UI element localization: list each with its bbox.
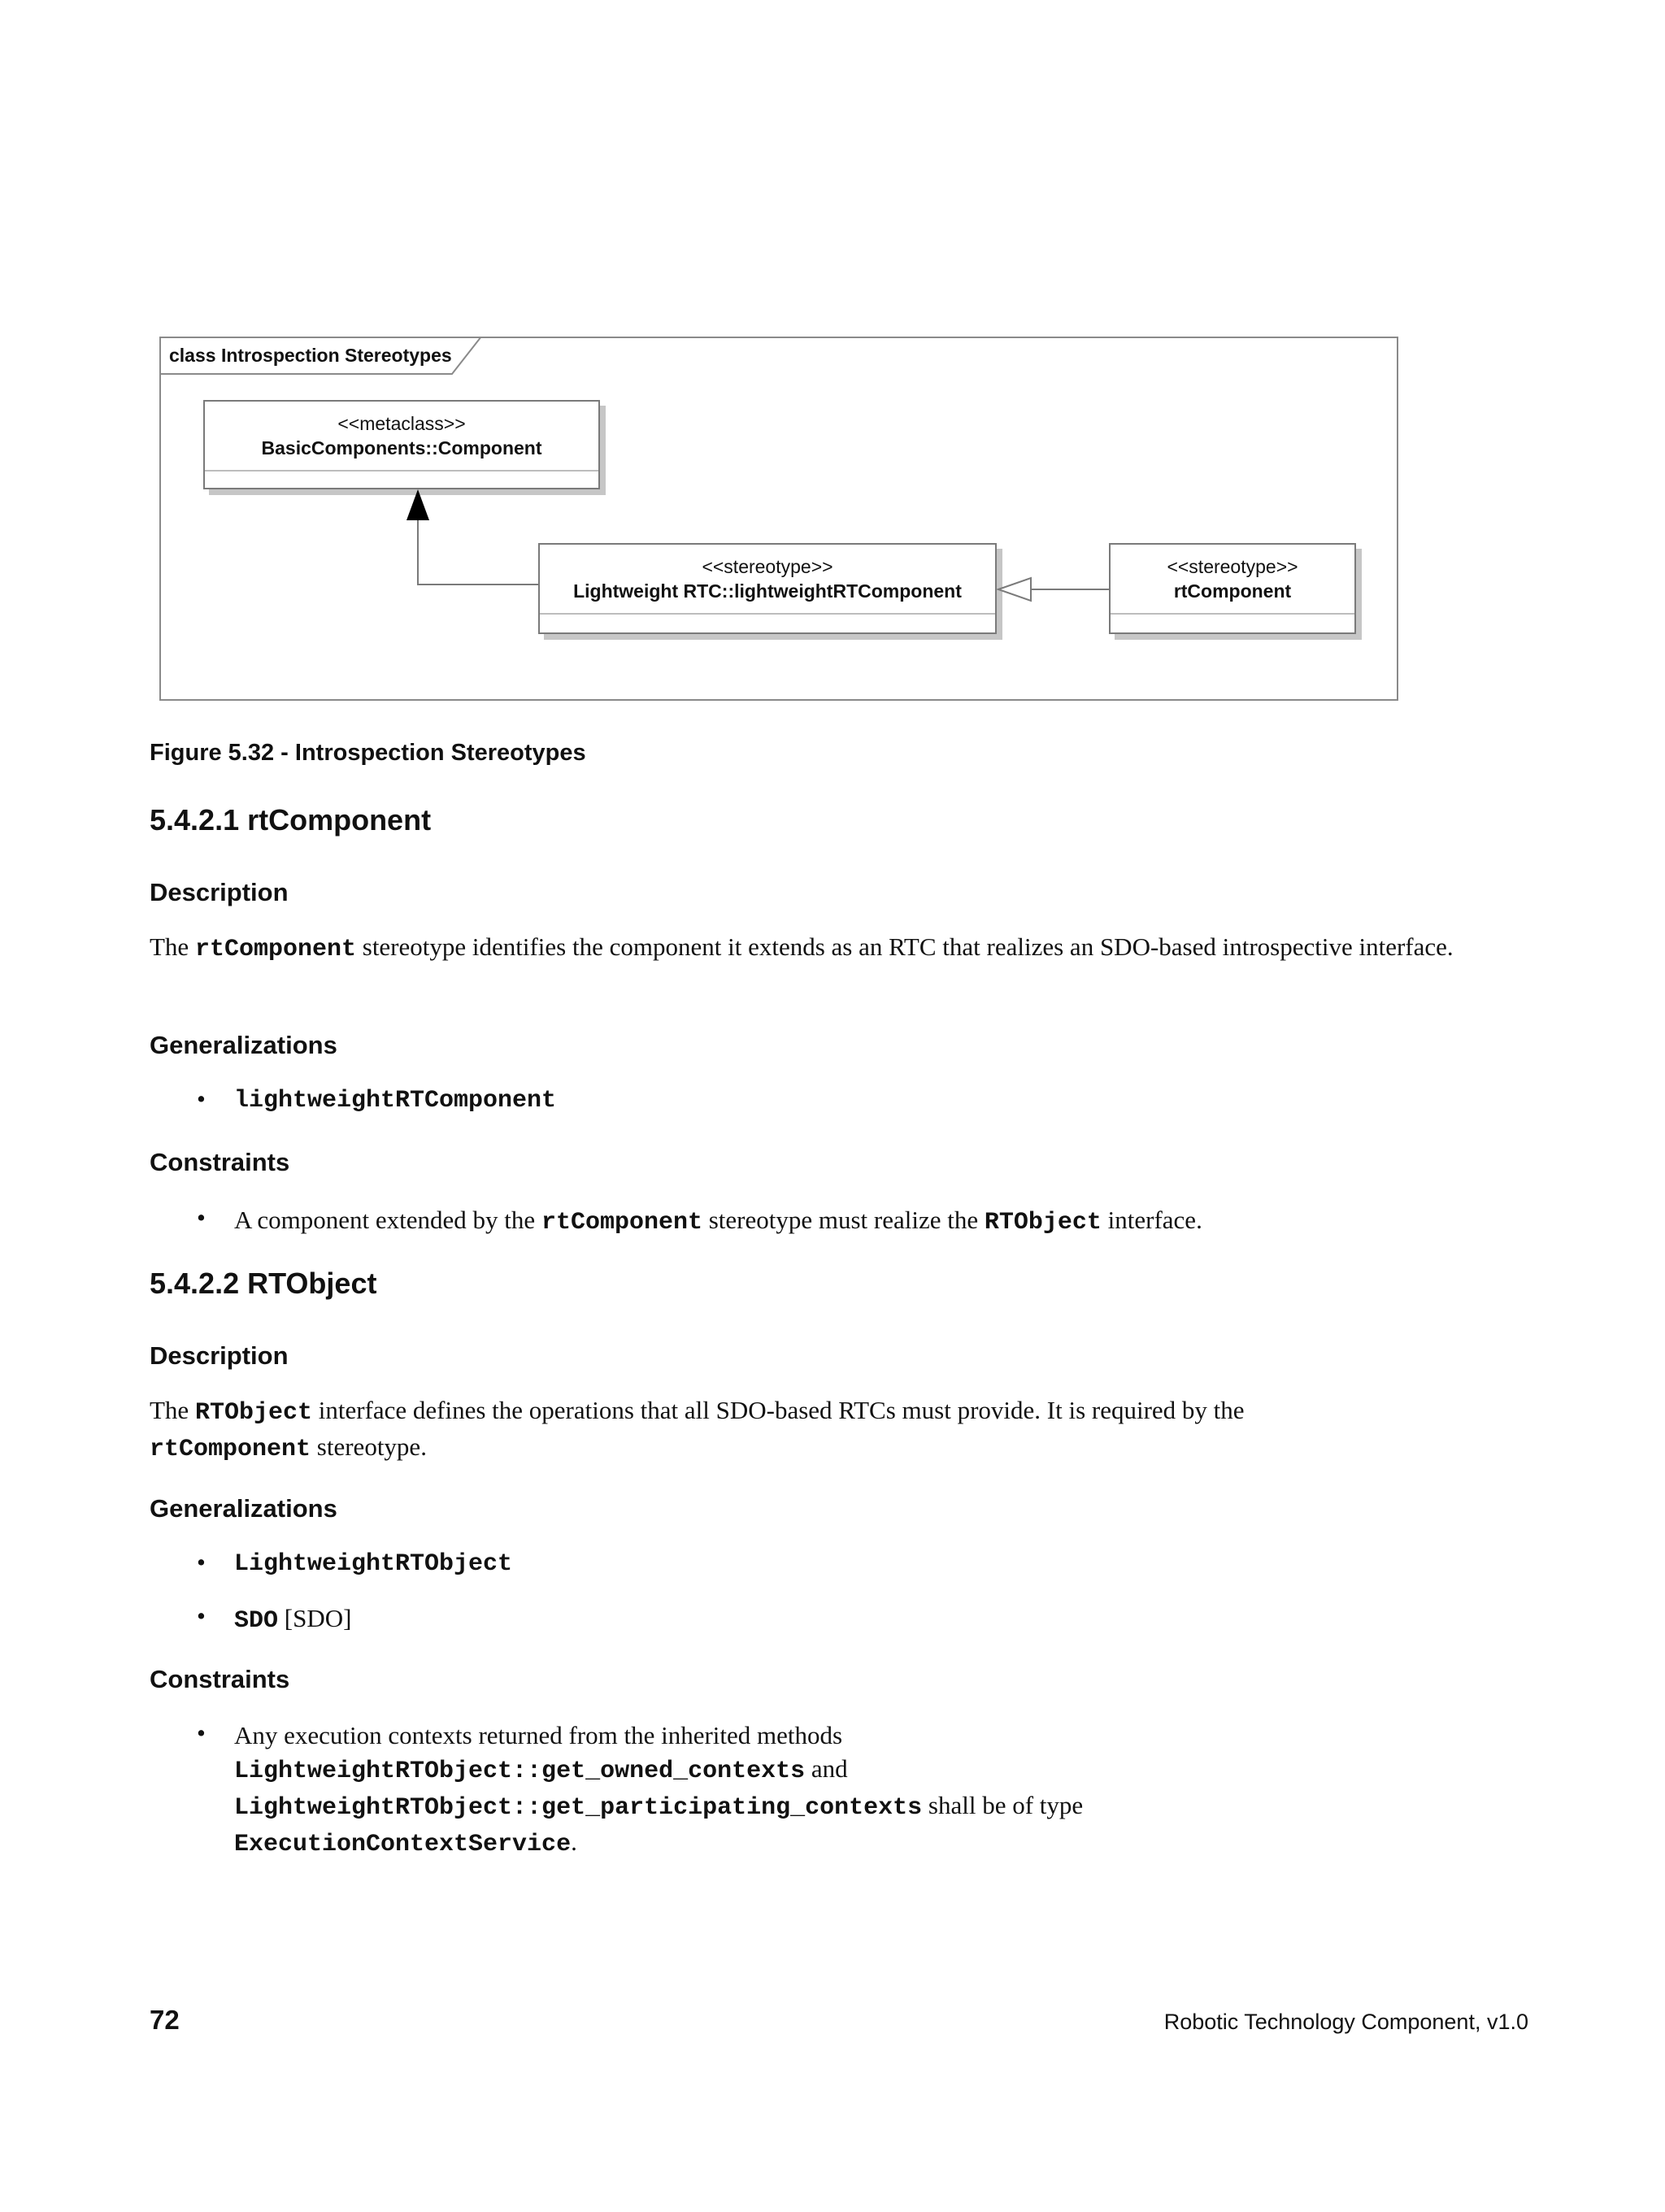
document-title: Robotic Technology Component, v1.0 xyxy=(1163,2010,1528,2034)
s1-gen-bullet: • xyxy=(197,1084,206,1113)
s1-con-code-rtobject: RTObject xyxy=(984,1209,1102,1236)
s2-con-text-1: Any execution contexts returned from the inherited methods xyxy=(234,1721,843,1749)
s2-desc-code-rtobject: RTObject xyxy=(194,1399,312,1427)
s1-desc-text-2: stereotype identifies the component it extends as an RTC that realizes an SDO-based introspective interface. xyxy=(356,932,1454,961)
lightweight-name: Lightweight RTC::lightweightRTComponent xyxy=(573,580,962,602)
s2-con-code-ecs: ExecutionContextService xyxy=(234,1831,572,1858)
s2-gen-bullet-2: • xyxy=(197,1601,206,1630)
s2-gen-code-sdo: SDO xyxy=(234,1607,279,1635)
s2-desc-code-rtcomponent: rtComponent xyxy=(150,1436,311,1463)
page-number: 72 xyxy=(150,2005,180,2035)
s2-desc-text-2: interface defines the operations that all SDO-based RTCs must provide. It is required by the xyxy=(311,1396,1245,1424)
s1-description xyxy=(150,930,1515,967)
s1-con-text-1: A component extended by the xyxy=(234,1206,541,1234)
s2-gen-item-1: LightweightRTObject xyxy=(234,1550,513,1578)
s2-desc-text-3: stereotype. xyxy=(311,1432,427,1461)
metaclass-stereotype: <<metaclass>> xyxy=(337,413,466,434)
figure-caption: Figure 5.32 - Introspection Stereotypes xyxy=(150,740,586,766)
s2-gen-sdo-ref: [SDO] xyxy=(278,1604,352,1632)
metaclass-name: BasicComponents::Component xyxy=(261,437,542,458)
s2-con-text-3: shall be of type xyxy=(922,1791,1084,1819)
s2-desc-text-1: The xyxy=(150,1396,195,1424)
generalization-arrowhead xyxy=(998,578,1031,601)
section-heading-rtobject: 5.4.2.2 RTObject xyxy=(150,1267,377,1300)
s1-con-bullet: • xyxy=(197,1203,206,1232)
diagram-title: class Introspection Stereotypes xyxy=(169,345,452,366)
s1-constraints-heading: Constraints xyxy=(150,1148,290,1176)
s2-description-heading: Description xyxy=(150,1341,289,1370)
s1-description-heading: Description xyxy=(150,878,289,906)
s2-gen-item-2 xyxy=(234,1601,351,1638)
s1-desc-code-rtcomponent: rtComponent xyxy=(194,936,356,963)
extension-arrowhead xyxy=(406,489,429,520)
s2-con-code-owned: LightweightRTObject::get_owned_contexts xyxy=(234,1758,806,1785)
s2-con-text-4: . xyxy=(571,1827,577,1856)
s2-constraints-heading: Constraints xyxy=(150,1665,290,1693)
s2-con-text-2: and xyxy=(805,1754,848,1783)
lightweight-stereotype: <<stereotype>> xyxy=(702,556,833,577)
s1-gen-item: lightweightRTComponent xyxy=(234,1087,557,1115)
rt-name: rtComponent xyxy=(1173,580,1292,602)
s2-description xyxy=(150,1393,1515,1467)
s1-constraint xyxy=(234,1203,1202,1240)
section-heading-rtcomponent: 5.4.2.1 rtComponent xyxy=(150,803,432,837)
s2-con-bullet: • xyxy=(197,1719,206,1747)
s1-con-text-2: stereotype must realize the xyxy=(702,1206,985,1234)
s1-desc-text-1: The xyxy=(150,932,195,961)
s1-con-code-rtcomponent: rtComponent xyxy=(541,1209,702,1236)
s2-con-code-participating: LightweightRTObject::get_participating_contexts xyxy=(234,1794,923,1822)
s2-generalizations-heading: Generalizations xyxy=(150,1494,337,1523)
s2-gen-bullet-1: • xyxy=(197,1548,206,1576)
diagram-connectors xyxy=(0,0,1665,732)
s1-con-text-3: interface. xyxy=(1101,1206,1202,1234)
s1-generalizations-heading: Generalizations xyxy=(150,1031,337,1059)
extension-line xyxy=(418,520,538,585)
rt-stereotype: <<stereotype>> xyxy=(1167,556,1298,577)
s2-constraint xyxy=(234,1719,1083,1862)
